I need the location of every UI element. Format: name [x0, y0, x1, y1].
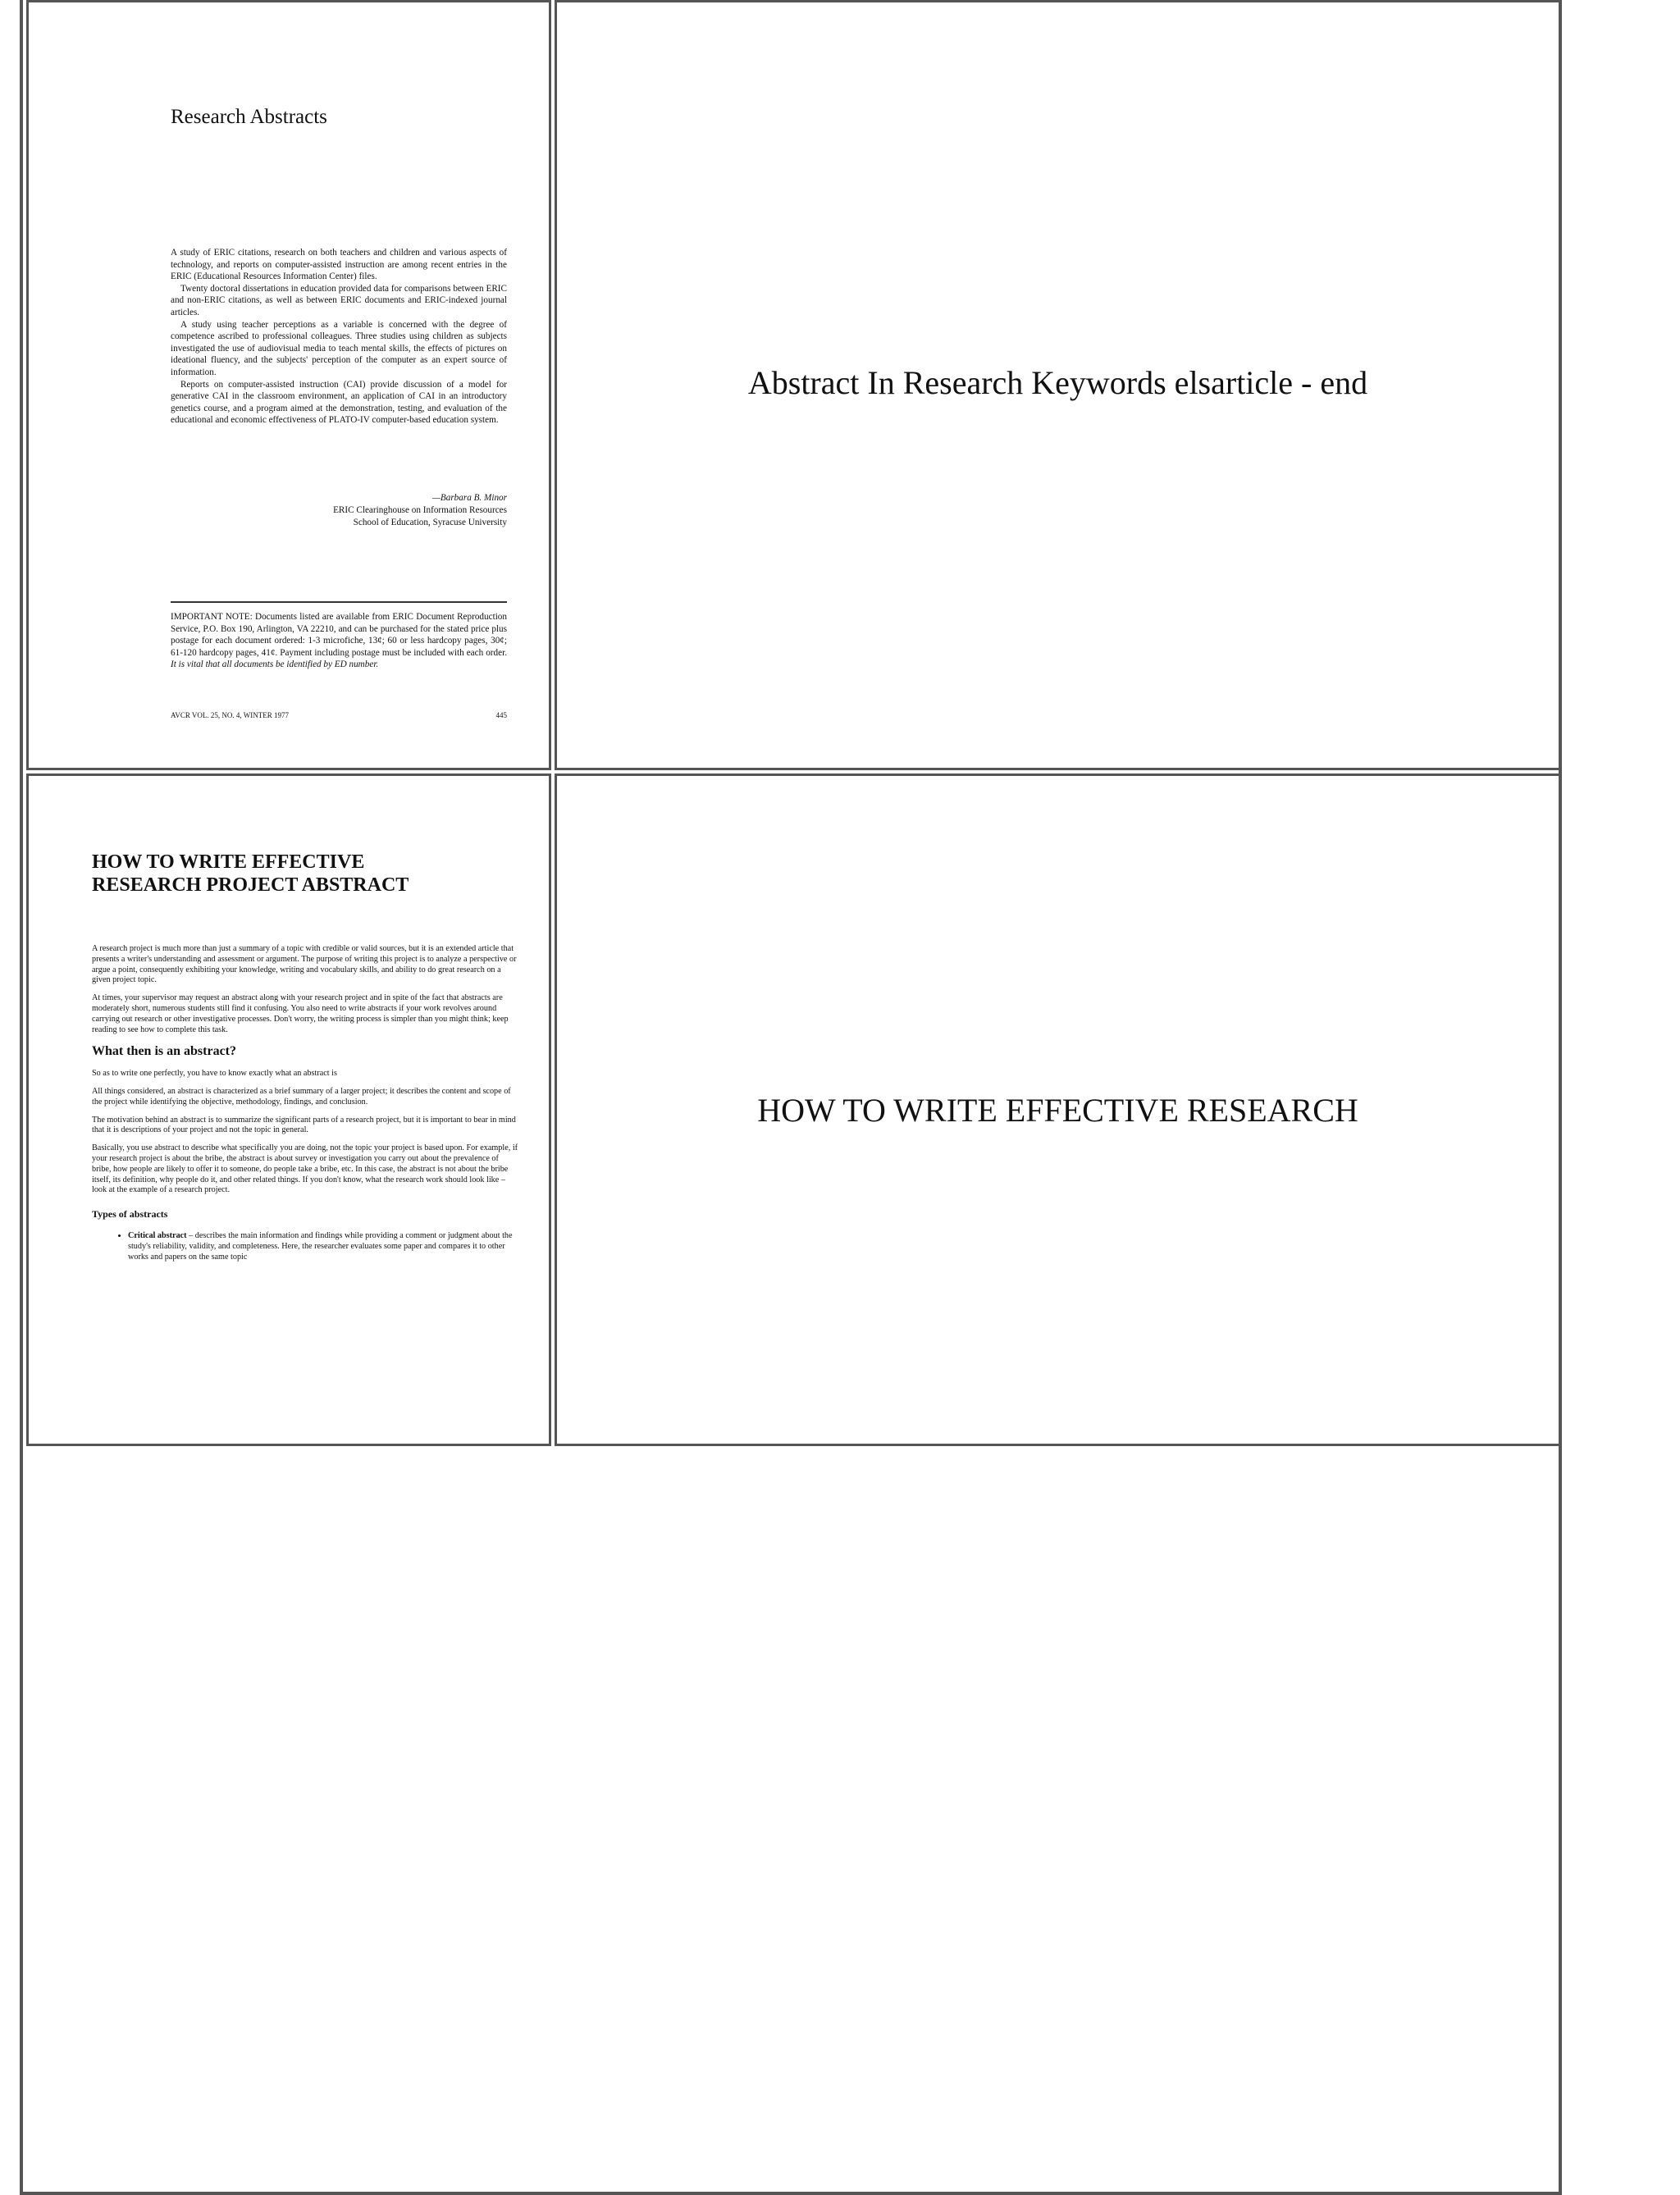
doc-list	[92, 1231, 518, 1262]
doc-paragraph: Basically, you use abstract to describe what specifically you are doing, not the topic your project is based upon. For example, if your research project is about the bribe, the abstract is about survey or investigation you carry out about the prevalence of bribe, how people are likely to offer it to someone, do people take a bribe, etc. In this case, the abstract is not about the bribe itself, its definition, why people do it, and other related things. If you don't know, what the research work should look like – look at the example of a research project.	[92, 1143, 518, 1195]
doc-paragraph: So as to write one perfectly, you have to know exactly what an abstract is	[92, 1069, 337, 1079]
doc-body	[171, 247, 507, 427]
doc-footer	[171, 711, 507, 719]
doc-paragraph: All things considered, an abstract is characterized as a brief summary of a larger project; it describes the content and scope of the project while identifying the objective, methodology, findings, and conclusion.	[92, 1086, 511, 1107]
doc-signature	[171, 492, 507, 529]
result-thumbnail-2[interactable]	[26, 773, 551, 1446]
doc-subheading: Types of abstracts	[92, 1208, 168, 1221]
doc-heading: What then is an abstract?	[92, 1044, 237, 1059]
doc-paragraph: A research project is much more than just a summary of a topic with credible or valid sources, but it is an extended article that presents a writer's understanding and assessment or argument. The purpose of writing this project is to analyze a perspective or argue a point, consequently exhibiting your knowledge, writing and vocabulary skills, and ability to do great research on a given project topic.	[92, 944, 517, 985]
doc-paragraph: Twenty doctoral dissertations in education provided data for comparisons between ERIC and non-ERIC citations, as well as between ERIC documents and ERIC-indexed journal articles.	[171, 283, 507, 317]
doc-body	[92, 944, 518, 1262]
result-caption-cell-2[interactable]	[555, 773, 1561, 1446]
doc-divider	[171, 601, 507, 603]
doc-paragraph: At times, your supervisor may request an abstract along with your research project and in spite of the fact that abstracts are moderately short, numerous students still find it confusing. You also need to write abstracts if your work revolves around carrying out research or other investigative processes. Don't worry, the writing process is simpler than you might think; keep reading to see how to complete this task.	[92, 993, 509, 1034]
doc-paragraph: A study using teacher perceptions as a variable is concerned with the degree of competence ascribed to professional colleagues. Three studies using children as subjects investigated the use of audiovisual media to teach mental skills, the effects of pictures on ideational fluency, and the subjects' perception of the computer as an expert source of information.	[171, 319, 507, 377]
doc-paragraph: Reports on computer-assisted instruction (CAI) provide discussion of a model for generative CAI in the classroom environment, an application of CAI in an introductory genetics course, and a program aimed at the demonstration, testing, and evaluation of the educational and economic effectiveness of PLATO-IV computer-based education system.	[171, 379, 507, 426]
note-text: IMPORTANT NOTE: Documents listed are available from ERIC Document Reproduction Service, P.O. Box 190, Arlington, VA 22210, and can be purchased for the stated price plus postage for each document ordered: 1-3 microfiche, 13¢; 60 or less hardcopy pages, 30¢; 61-120 hardcopy pages, 41¢. Payment including postage must be included with each order.	[171, 612, 507, 658]
doc-title: Research Abstracts	[171, 106, 327, 128]
doc-title-line: HOW TO WRITE EFFECTIVE	[92, 851, 365, 873]
doc-title-line: RESEARCH PROJECT ABSTRACT	[92, 874, 409, 896]
result-caption[interactable]: Abstract In Research Keywords elsarticle - end	[747, 364, 1368, 401]
signature-school: School of Education, Syracuse University	[353, 518, 507, 527]
doc-paragraph: The motivation behind an abstract is to summarize the significant parts of a research project, but it is important to bear in mind that it is descriptions of your project and not the topic in general.	[92, 1115, 516, 1135]
list-item-bold: Critical abstract	[128, 1230, 187, 1240]
result-caption[interactable]: HOW TO WRITE EFFECTIVE RESEARCH	[757, 1092, 1358, 1129]
note-italic: It is vital that all documents be identified by ED number.	[171, 659, 379, 670]
signature-name: —Barbara B. Minor	[431, 493, 507, 503]
result-caption-cell-1[interactable]	[555, 0, 1561, 770]
footer-journal: AVCR VOL. 25, NO. 4, WINTER 1977	[171, 711, 290, 719]
list-item-text: – describes the main information and findings while providing a comment or judgment about the study's reliability, validity, and completeness. Here, the researcher evaluates some paper and compares it to other works and papers on the same topic	[128, 1230, 513, 1262]
signature-org: ERIC Clearinghouse on Information Resources	[333, 505, 507, 515]
list-item	[128, 1231, 518, 1262]
result-thumbnail-1[interactable]	[26, 0, 551, 770]
doc-paragraph: A study of ERIC citations, research on both teachers and children and various aspects of technology, and reports on computer-assisted instruction are among recent entries in the ERIC (Educational Resources Information Center) files.	[171, 248, 507, 282]
doc-title	[92, 851, 518, 897]
footer-page-number: 445	[495, 711, 507, 719]
doc-note	[171, 611, 507, 671]
